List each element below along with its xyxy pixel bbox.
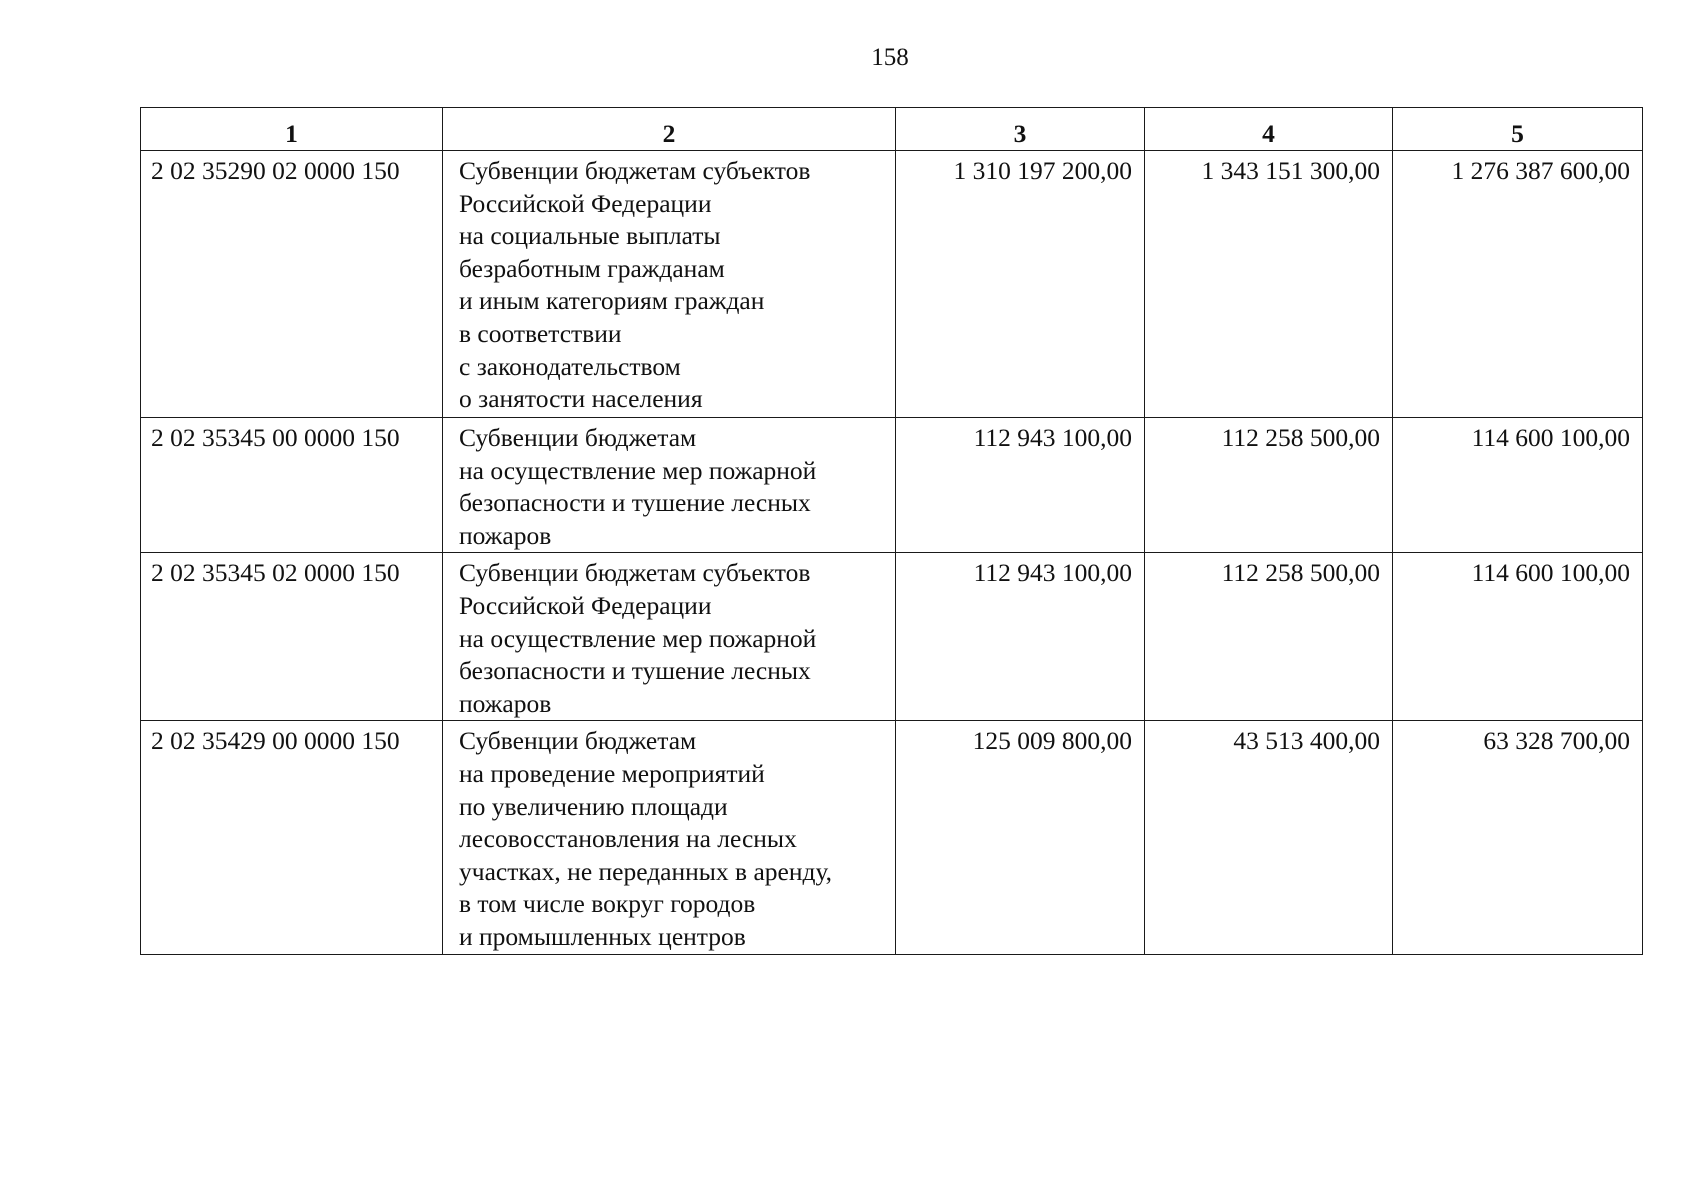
income-name-line: в соответствии [459, 318, 622, 348]
column-header-3: 3 [896, 108, 1145, 151]
column-header-2: 2 [443, 108, 896, 151]
income-name-line: в том числе вокруг городов [459, 889, 756, 919]
page-number: 158 [871, 44, 909, 71]
income-code: 2 02 35345 00 0000 150 [141, 418, 443, 553]
amount-col-4: 43 513 400,00 [1145, 721, 1393, 954]
table-body [141, 151, 1643, 955]
column-header-5: 5 [1393, 108, 1643, 151]
income-name-line: Субвенции бюджетам [459, 423, 697, 452]
income-name-line: безопасности и тушение лесных [459, 656, 811, 686]
amount-col-3: 1 310 197 200,00 [896, 151, 1145, 418]
amount-col-4: 112 258 500,00 [1145, 553, 1393, 721]
income-code: 2 02 35290 02 0000 150 [141, 151, 443, 418]
income-name-line: и промышленных центров [459, 921, 746, 951]
income-name-line: Субвенции бюджетам [459, 726, 697, 756]
amount-col-5: 63 328 700,00 [1393, 721, 1643, 954]
amount-col-5: 114 600 100,00 [1393, 418, 1643, 553]
income-name-line: на осуществление мер пожарной [459, 455, 817, 485]
income-code: 2 02 35429 00 0000 150 [141, 721, 443, 954]
table-row [141, 151, 1643, 418]
income-name [443, 151, 896, 418]
amount-col-4: 112 258 500,00 [1145, 418, 1393, 553]
income-name-line: Субвенции бюджетам субъектов [459, 558, 811, 588]
income-name-line: на проведение мероприятий [459, 758, 765, 788]
income-name [443, 418, 896, 553]
income-code: 2 02 35345 02 0000 150 [141, 553, 443, 721]
income-name-line: пожаров [459, 520, 552, 550]
income-name-line: пожаров [459, 688, 552, 718]
income-name-line: участках, не переданных в аренду, [459, 856, 833, 886]
amount-col-3: 112 943 100,00 [896, 553, 1145, 721]
column-header-1: 1 [141, 108, 443, 151]
budget-table [140, 107, 1643, 955]
income-name-line: Российской Федерации [459, 188, 712, 218]
header-row [141, 108, 1643, 151]
income-name-line: на осуществление мер пожарной [459, 623, 817, 653]
income-name-line: с законодательством [459, 351, 681, 381]
income-name [443, 553, 896, 721]
income-name-line: лесовосстановления на лесных [459, 824, 797, 854]
amount-col-4: 1 343 151 300,00 [1145, 151, 1393, 418]
amount-col-5: 1 276 387 600,00 [1393, 151, 1643, 418]
income-name-line: Субвенции бюджетам субъектов [459, 156, 811, 185]
table-row [141, 721, 1643, 954]
amount-col-3: 112 943 100,00 [896, 418, 1145, 553]
income-name-line: по увеличению площади [459, 791, 728, 821]
amount-col-5: 114 600 100,00 [1393, 553, 1643, 721]
income-name-line: на социальные выплаты [459, 221, 721, 251]
table-row [141, 553, 1643, 721]
income-name-line: Российской Федерации [459, 590, 712, 620]
income-name-line: и иным категориям граждан [459, 286, 765, 316]
income-name [443, 721, 896, 954]
income-name-line: безопасности и тушение лесных [459, 488, 811, 518]
column-header-4: 4 [1145, 108, 1393, 151]
amount-col-3: 125 009 800,00 [896, 721, 1145, 954]
table-row [141, 418, 1643, 553]
income-name-line: о занятости населения [459, 384, 703, 414]
table-header [141, 108, 1643, 151]
income-name-line: безработным гражданам [459, 253, 725, 283]
